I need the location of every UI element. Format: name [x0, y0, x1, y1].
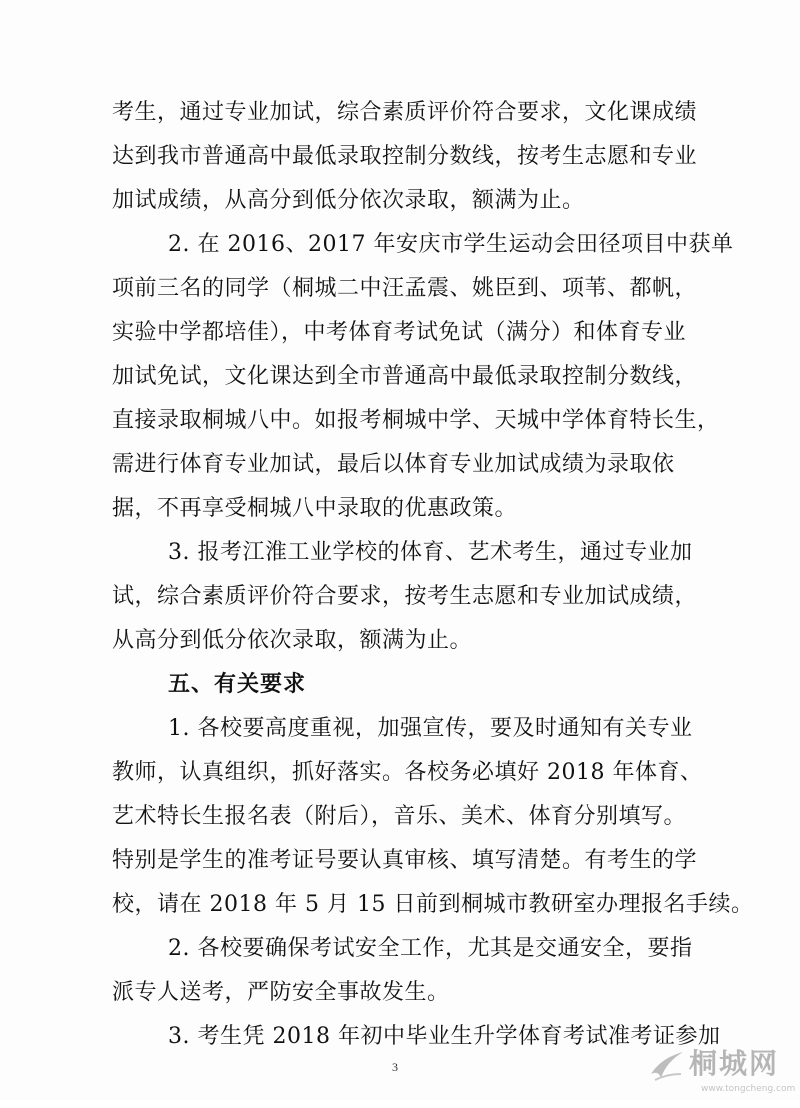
text-line: 加试免试，文化课达到全市普通高中最低录取控制分数线，: [112, 364, 698, 389]
watermark: [645, 1040, 795, 1108]
watermark-logo-text: 桐城网: [689, 1047, 780, 1080]
text-line: 考生，通过专业加试，综合素质评价符合要求，文化课成绩: [112, 100, 698, 125]
text-line: 教师，认真组织，抓好落实。各校务必填好 2018 年体育、: [112, 760, 703, 785]
text-line: 加试成绩，从高分到低分依次录取，额满为止。: [112, 188, 585, 213]
text-line: 艺术特长生报名表（附后），音乐、美术、体育分别填写。: [112, 804, 687, 829]
text-line: 2. 在 2016、2017 年安庆市学生运动会田径项目中获单: [168, 232, 734, 257]
section-heading: 五、有关要求: [168, 672, 307, 697]
text-line: 1. 各校要高度重视，加强宣传，要及时通知有关专业: [168, 716, 693, 741]
text-line: 校，请在 2018 年 5 月 15 日前到桐城市教研室办理报名手续。: [112, 892, 754, 917]
swoosh-logo-icon: [645, 1044, 689, 1088]
text-line: 据，不再享受桐城八中录取的优惠政策。: [112, 496, 518, 521]
text-line: 需进行体育专业加试，最后以体育专业加试成绩为录取依: [112, 452, 675, 477]
text-line: 特别是学生的准考证号要认真审核、填写清楚。有考生的学: [112, 848, 698, 873]
text-line: 直接录取桐城八中。如报考桐城中学、天城中学体育特长生，: [112, 408, 720, 433]
text-line: 从高分到低分依次录取，额满为止。: [112, 628, 473, 653]
text-line: 项前三名的同学（桐城二中汪孟震、姚臣到、项苇、都帆，: [112, 276, 698, 301]
text-line: 试，综合素质评价符合要求，按考生志愿和专业加试成绩，: [112, 584, 698, 609]
text-line: 达到我市普通高中最低录取控制分数线，按考生志愿和专业: [112, 144, 698, 169]
watermark-url: www.tongcheng.com: [701, 1084, 796, 1094]
text-line: 3. 报考江淮工业学校的体育、艺术考生，通过专业加: [168, 540, 693, 565]
text-line: 2. 各校要确保考试安全工作，尤其是交通安全，要指: [168, 936, 693, 961]
text-line: 派专人送考，严防安全事故发生。: [112, 980, 450, 1005]
text-line: 实验中学都培佳），中考体育考试免试（满分）和体育专业: [112, 320, 687, 345]
text-line: 3. 考生凭 2018 年初中毕业生升学体育考试准考证参加: [168, 1024, 721, 1049]
page-number: 3: [392, 1060, 398, 1074]
